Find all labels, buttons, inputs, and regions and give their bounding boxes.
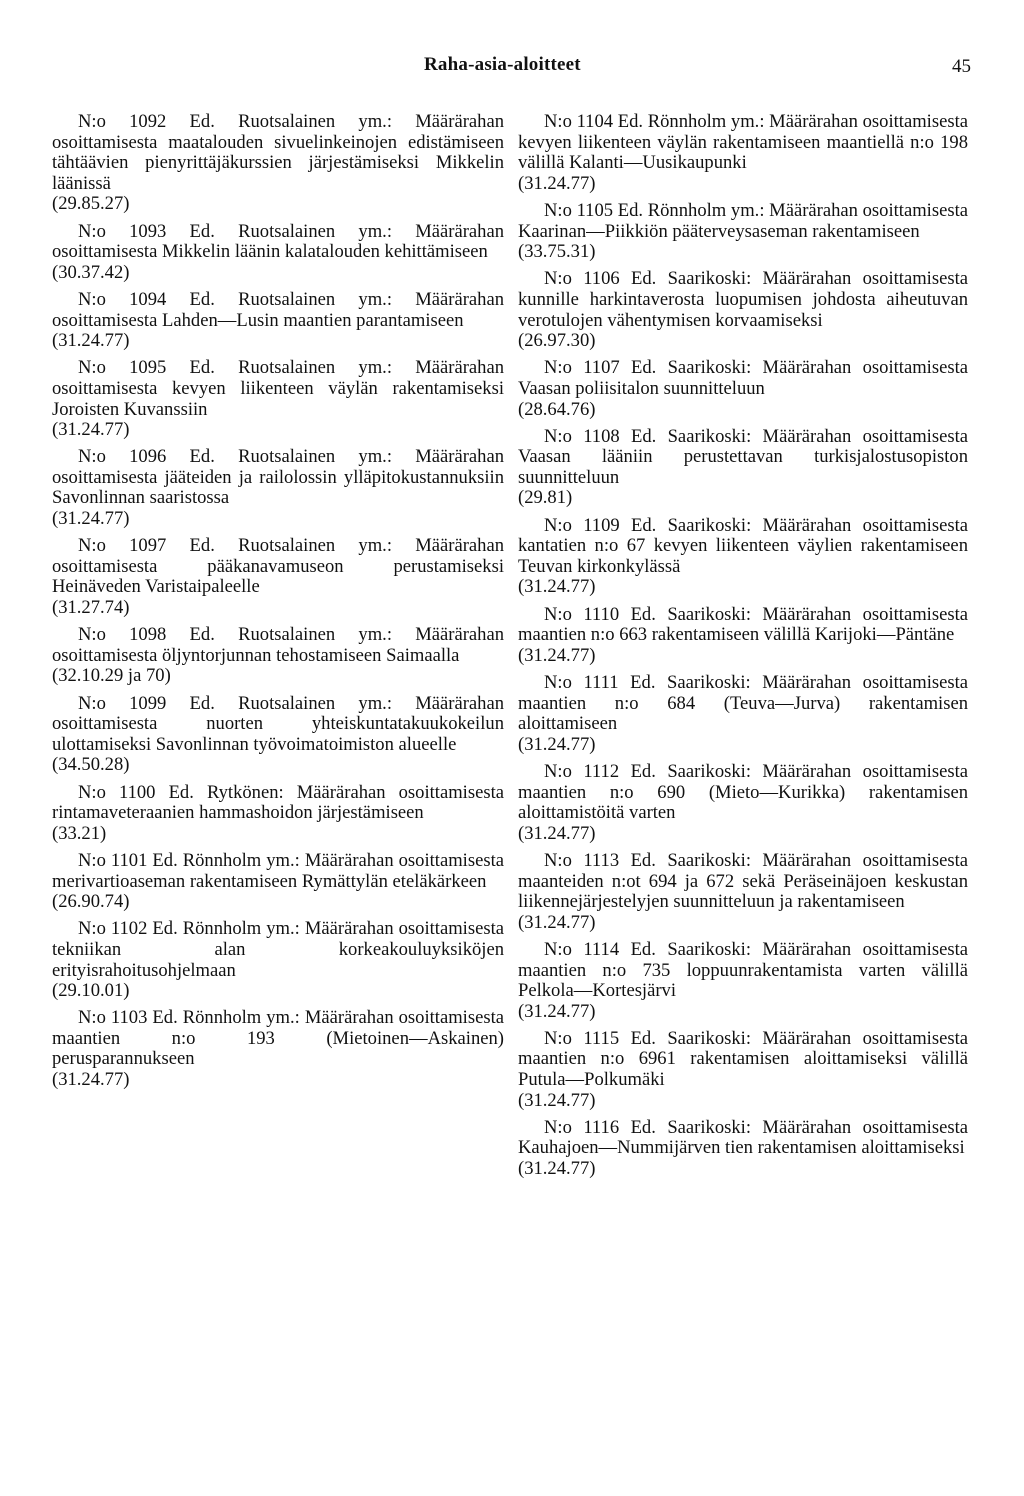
motion-text: N:o 1110 Ed. Saarikoski: Määrärahan osoittamisesta maantien n:o 663 rakentamiseen välillä Karijoki—Päntäne xyxy=(518,603,968,646)
motion-text: N:o 1114 Ed. Saarikoski: Määrärahan osoittamisesta maantien n:o 735 loppuunrakentamista varten välillä Pelkola—Kortesjärvi xyxy=(518,938,968,1002)
budget-reference: (31.24.77) xyxy=(518,1000,596,1022)
budget-reference: (31.24.77) xyxy=(518,644,596,666)
motion-entry-1115 xyxy=(518,1029,968,1111)
motion-text: N:o 1104 Ed. Rönnholm ym.: Määrärahan osoittamisesta kevyen liikenteen väylän rakentamiseen maantiellä n:o 198 välillä Kalanti—Uusikaupunki xyxy=(518,111,968,174)
motion-entry-1107 xyxy=(518,358,968,420)
motion-entry-1112 xyxy=(518,762,968,844)
motion-text: N:o 1101 Ed. Rönnholm ym.: Määrärahan osoittamisesta merivartioaseman rakentamiseen Rymättylän eteläkärkeen xyxy=(52,849,504,892)
budget-reference: (28.64.76) xyxy=(518,398,596,420)
motion-entry-1095 xyxy=(52,358,504,440)
budget-reference: (33.75.31) xyxy=(518,241,596,263)
motion-text: N:o 1106 Ed. Saarikoski: Määrärahan osoittamisesta kunnille harkintaverosta luopumisen johdosta aiheutuvan verotulojen vähentymisen korvaamiseksi xyxy=(518,268,968,331)
budget-reference: (31.24.77) xyxy=(518,911,596,933)
budget-reference: (32.10.29 ja 70) xyxy=(52,665,171,687)
motion-text: N:o 1092 Ed. Ruotsalainen ym.: Määrärahan osoittamisesta maatalouden sivuelinkeinojen edistämiseen tähtäävien pienyrittäjäkurssien järjestämiseksi Mikkelin läänissä xyxy=(52,111,504,194)
motion-entry-1116 xyxy=(518,1118,968,1180)
budget-reference: (34.50.28) xyxy=(52,754,130,776)
motion-text: N:o 1109 Ed. Saarikoski: Määrärahan osoittamisesta kantatien n:o 67 kevyen liikenteen väylien rakentamiseen Teuvan kirkonkylässä xyxy=(518,514,968,577)
motion-text: N:o 1093 Ed. Ruotsalainen ym.: Määrärahan osoittamisesta Mikkelin läänin kalatalouden kehittämiseen xyxy=(52,220,504,263)
left-column xyxy=(52,112,504,1097)
motion-text: N:o 1105 Ed. Rönnholm ym.: Määrärahan osoittamisesta Kaarinan—Piikkiön pääterveysaseman rakentamiseen xyxy=(518,199,968,242)
motion-text: N:o 1096 Ed. Ruotsalainen ym.: Määrärahan osoittamisesta jääteiden ja railolossin ylläpitokustannuksiin Savonlinnan saaristossa xyxy=(52,446,504,509)
motion-entry-1110 xyxy=(518,605,968,667)
budget-reference: (33.21) xyxy=(52,822,107,844)
motion-entry-1102 xyxy=(52,919,504,1001)
motion-text: N:o 1103 Ed. Rönnholm ym.: Määrärahan osoittamisesta maantien n:o 193 (Mietoinen—Askainen) perusparannukseen xyxy=(52,1007,504,1070)
motion-entry-1092 xyxy=(52,112,504,215)
budget-reference: (29.10.01) xyxy=(52,980,130,1002)
motion-text: N:o 1116 Ed. Saarikoski: Määrärahan osoittamisesta Kauhajoen—Nummijärven tien rakentamisen aloittamiseksi xyxy=(518,1116,968,1159)
motion-entry-1093 xyxy=(52,222,504,284)
budget-reference: (31.24.77) xyxy=(518,1089,596,1111)
budget-reference: (31.24.77) xyxy=(518,172,596,194)
motion-text: N:o 1095 Ed. Ruotsalainen ym.: Määrärahan osoittamisesta kevyen liikenteen väylän rakentamiseksi Joroisten Kuvanssiin xyxy=(52,357,504,420)
motion-text: N:o 1100 Ed. Rytkönen: Määrärahan osoittamisesta rintamaveteraanien hammashoidon järjestämiseen xyxy=(52,781,504,824)
budget-reference: (31.27.74) xyxy=(52,597,130,619)
motion-entry-1099 xyxy=(52,694,504,776)
motion-entry-1098 xyxy=(52,625,504,687)
budget-reference: (31.24.77) xyxy=(518,733,596,755)
motion-entry-1111 xyxy=(518,673,968,755)
motion-entry-1097 xyxy=(52,536,504,618)
motion-text: N:o 1097 Ed. Ruotsalainen ym.: Määrärahan osoittamisesta pääkanavamuseon perustamiseksi Heinäveden Varistaipaleelle xyxy=(52,535,504,598)
motion-text: N:o 1099 Ed. Ruotsalainen ym.: Määrärahan osoittamisesta nuorten yhteiskuntatakuukokeilun ulottamiseksi Savonlinnan työvoimatoimiston alueelle xyxy=(52,692,504,755)
motion-entry-1114 xyxy=(518,940,968,1022)
motion-text: N:o 1098 Ed. Ruotsalainen ym.: Määrärahan osoittamisesta öljyntorjunnan tehostamiseen Saimaalla xyxy=(52,624,504,666)
budget-reference: (31.24.77) xyxy=(52,1069,130,1091)
motion-text: N:o 1108 Ed. Saarikoski: Määrärahan osoittamisesta Vaasan lääniin perustettavan turkisjalostusopiston suunnitteluun xyxy=(518,425,968,488)
budget-reference: (30.37.42) xyxy=(52,261,130,283)
motion-entry-1108 xyxy=(518,427,968,509)
budget-reference: (31.24.77) xyxy=(52,330,130,352)
page-header xyxy=(0,54,1024,84)
motion-text: N:o 1102 Ed. Rönnholm ym.: Määrärahan osoittamisesta tekniikan alan korkeakouluyksiköjen erityisrahoitusohjelmaan xyxy=(52,918,504,981)
motion-text: N:o 1111 Ed. Saarikoski: Määrärahan osoittamisesta maantien n:o 684 (Teuva—Jurva) rakentamisen aloittamiseen xyxy=(518,672,968,735)
budget-reference: (29.81) xyxy=(518,487,573,509)
budget-reference: (31.24.77) xyxy=(52,508,130,530)
running-title: Raha-asia-aloitteet xyxy=(424,54,581,75)
budget-reference: (31.24.77) xyxy=(52,419,130,441)
budget-reference: (31.24.77) xyxy=(518,822,596,844)
motion-entry-1113 xyxy=(518,851,968,933)
motion-text: N:o 1112 Ed. Saarikoski: Määrärahan osoittamisesta maantien n:o 690 (Mieto—Kurikka) rakentamisen aloittamistöitä varten xyxy=(518,760,968,824)
motion-entry-1096 xyxy=(52,447,504,529)
motion-entry-1094 xyxy=(52,290,504,352)
motion-entry-1100 xyxy=(52,783,504,845)
budget-reference: (26.97.30) xyxy=(518,330,596,352)
page-number: 45 xyxy=(952,56,971,77)
motion-text: N:o 1107 Ed. Saarikoski: Määrärahan osoittamisesta Vaasan poliisitalon suunnitteluun xyxy=(518,357,968,399)
motion-entry-1106 xyxy=(518,269,968,351)
motion-entry-1101 xyxy=(52,851,504,913)
motion-entry-1103 xyxy=(52,1008,504,1090)
motion-text: N:o 1113 Ed. Saarikoski: Määrärahan osoittamisesta maanteiden n:ot 694 ja 672 sekä Peräseinäjoen keskustan liikennejärjestelyjen suunnitteluun ja rakentamiseen xyxy=(518,849,968,913)
budget-reference: (31.24.77) xyxy=(518,1158,596,1180)
budget-reference: (26.90.74) xyxy=(52,891,130,913)
budget-reference: (31.24.77) xyxy=(518,576,596,598)
motion-entry-1105 xyxy=(518,201,968,263)
budget-reference: (29.85.27) xyxy=(52,193,130,215)
motion-text: N:o 1115 Ed. Saarikoski: Määrärahan osoittamisesta maantien n:o 6961 rakentamisen aloittamiseksi välillä Putula—Polkumäki xyxy=(518,1027,968,1091)
right-column xyxy=(518,112,968,1186)
motion-text: N:o 1094 Ed. Ruotsalainen ym.: Määrärahan osoittamisesta Lahden—Lusin maantien parantamiseen xyxy=(52,288,504,331)
motion-entry-1109 xyxy=(518,516,968,598)
motion-entry-1104 xyxy=(518,112,968,194)
